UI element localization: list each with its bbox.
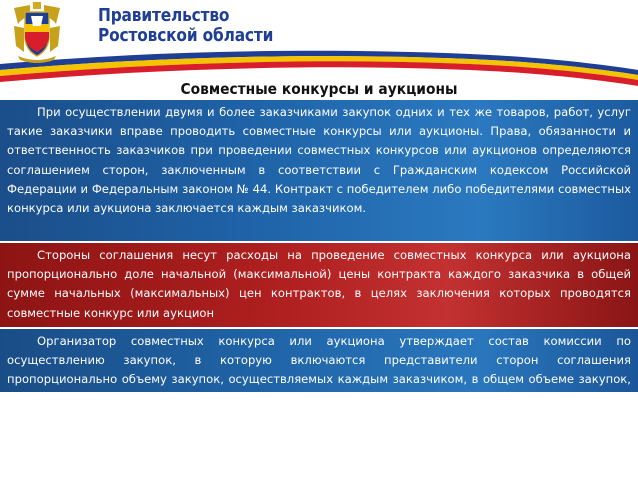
text-block-commission: [0, 329, 638, 406]
text-block-expenses: [0, 243, 638, 327]
header-banner: [0, 0, 638, 90]
organization-name-line2: Ростовской области: [98, 26, 274, 46]
page-title: Совместные конкурсы и аукционы: [180, 80, 458, 98]
organization-name: [98, 6, 273, 46]
organization-name-line1: Правительство: [98, 6, 230, 26]
paragraph-expenses: Стороны соглашения несут расходы на проведение совместных конкурса или аукциона пропорционально доле начальной (максимальной) цены контракта каждого заказчика в общей сумме начальных (максимальных) цен контрактов, в целях заключения которых проводятся совместные конкурс или аукцион: [7, 248, 631, 320]
coat-of-arms-icon: [8, 2, 66, 64]
text-block-joint-procurement: [0, 100, 638, 241]
paragraph-joint-procurement: При осуществлении двумя и более заказчиками закупок одних и тех же товаров, работ, услуг такие заказчики вправе проводить совместные конкурсы или аукционы. Права, обязанности и ответственность заказчиков при проведении совместных конкурсов или аукционов определяются соглашением сторон, заключенным в соответствии с Гражданским кодексом Российской Федерации и Федеральным законом № 44. Контракт с победителем либо победителями совместных конкурса или аукциона заключается каждым заказчиком.: [7, 105, 631, 216]
paragraph-commission: Организатор совместных конкурса или аукциона утверждает состав комиссии по осуществлению закупок, в которую включаются представители сторон соглашения пропорционально объему закупок, осуществляемых каждым заказчиком, в общем объеме закупок, если иное не предусмотрено соглашением..: [7, 334, 631, 406]
